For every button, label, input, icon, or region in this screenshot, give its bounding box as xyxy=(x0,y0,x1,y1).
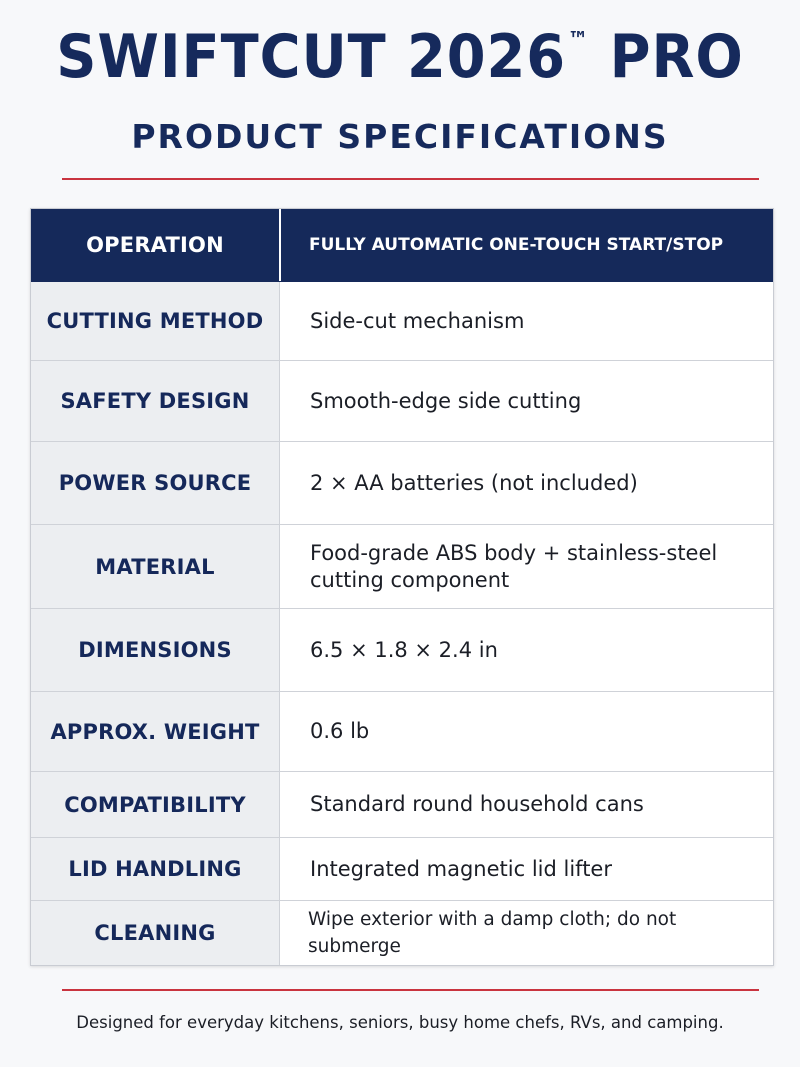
spec-label: LID HANDLING xyxy=(31,838,280,900)
spec-row-safety-design xyxy=(31,361,773,442)
spec-row-cutting-method xyxy=(31,282,773,361)
spec-row-power-source xyxy=(31,442,773,525)
product-edition: PRO xyxy=(609,22,744,92)
spec-value: FULLY AUTOMATIC ONE-TOUCH START/STOP xyxy=(309,234,724,255)
spec-label: DIMENSIONS xyxy=(31,609,280,691)
footer-tagline: Designed for everyday kitchens, seniors, busy home chefs, RVs, and camping. xyxy=(76,1013,724,1032)
spec-label: SAFETY DESIGN xyxy=(31,361,280,441)
bottom-divider xyxy=(62,989,759,991)
spec-label: OPERATION xyxy=(31,209,281,281)
spec-row-dimensions xyxy=(31,609,773,692)
spec-value: Side-cut mechanism xyxy=(310,308,525,333)
spec-table xyxy=(30,208,774,966)
spec-value: Integrated magnetic lid lifter xyxy=(310,856,612,881)
spec-value: Smooth-edge side cutting xyxy=(310,388,582,413)
spec-label: MATERIAL xyxy=(31,525,280,608)
spec-row-operation xyxy=(31,209,773,282)
trademark-symbol: ™ xyxy=(567,28,590,53)
spec-label: CUTTING METHOD xyxy=(31,282,280,360)
spec-value: 6.5 × 1.8 × 2.4 in xyxy=(310,637,498,662)
product-title xyxy=(28,22,772,92)
spec-row-compatibility xyxy=(31,772,773,838)
spec-value: Standard round household cans xyxy=(310,792,644,816)
product-name: SWIFTCUT 2026 xyxy=(56,22,567,92)
spec-label: APPROX. WEIGHT xyxy=(31,692,280,771)
spec-row-material xyxy=(31,525,773,609)
spec-row-cleaning xyxy=(31,901,773,965)
page-subtitle: PRODUCT SPECIFICATIONS xyxy=(131,117,669,156)
spec-label: CLEANING xyxy=(31,901,280,965)
spec-value: Wipe exterior with a damp cloth; do not submerge xyxy=(308,909,677,957)
spec-value: 0.6 lb xyxy=(310,719,370,743)
spec-row-lid-handling xyxy=(31,838,773,901)
spec-row-approx-weight xyxy=(31,692,773,772)
spec-label: COMPATIBILITY xyxy=(31,772,280,837)
spec-value: Food-grade ABS body + stainless-steel cutting component xyxy=(310,540,718,592)
spec-value: 2 × AA batteries (not included) xyxy=(310,470,638,495)
spec-label: POWER SOURCE xyxy=(31,442,280,524)
top-divider xyxy=(62,178,759,180)
